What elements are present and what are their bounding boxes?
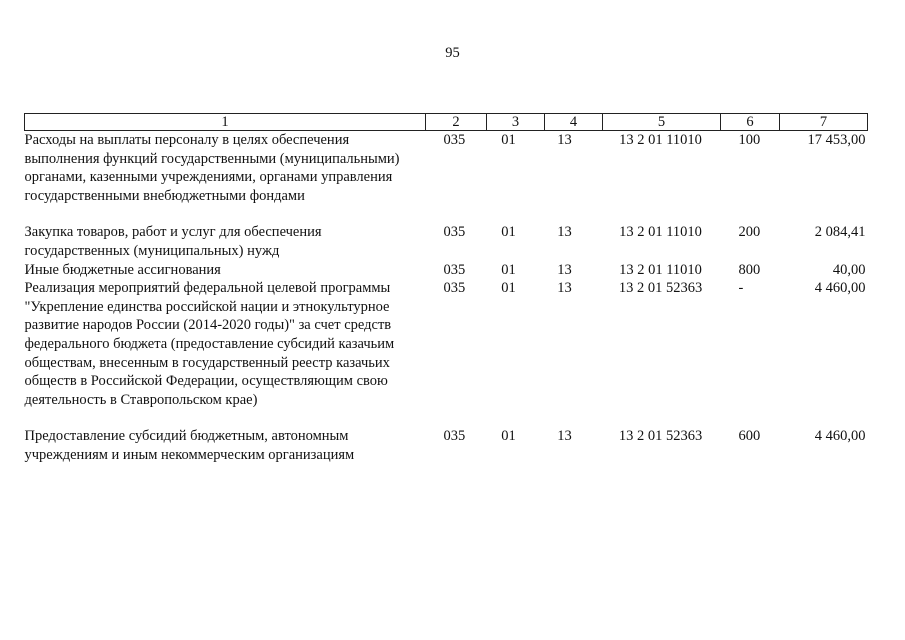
row-expense-type: 200 bbox=[738, 224, 761, 241]
header-col-7: 7 bbox=[780, 114, 868, 131]
row-section: 01 bbox=[501, 224, 516, 241]
row-target-article: 13 2 01 52363 bbox=[618, 428, 703, 445]
row-ministry-code: 035 bbox=[443, 132, 466, 148]
row-expense-type: 800 bbox=[738, 261, 761, 278]
table-row bbox=[25, 279, 868, 409]
row-section: 01 bbox=[501, 132, 516, 148]
row-ministry-code: 035 bbox=[443, 261, 466, 278]
row-ministry-code: 035 bbox=[443, 280, 466, 297]
table-row bbox=[25, 427, 868, 464]
header-col-5: 5 bbox=[603, 114, 721, 131]
row-subsection: 13 bbox=[557, 132, 572, 148]
row-target-article: 13 2 01 52363 bbox=[618, 280, 703, 297]
row-name: Расходы на выплаты персоналу в целях обеспечения выполнения функций государственными (муниципальными) органами, казенными учреждениями, органами управления государственными внебюджетными фондами bbox=[24, 132, 400, 204]
row-subsection: 13 bbox=[557, 224, 572, 241]
header-row bbox=[25, 114, 868, 131]
row-amount: 4 460,00 bbox=[814, 428, 866, 445]
row-target-article: 13 2 01 11010 bbox=[619, 224, 702, 241]
page-number: 95 bbox=[445, 45, 460, 61]
row-amount: 40,00 bbox=[832, 261, 866, 278]
row-name: Предоставление субсидий бюджетным, автономным учреждениям и иным некоммерческим организациям bbox=[24, 428, 355, 463]
header-col-4: 4 bbox=[545, 114, 603, 131]
header-col-3: 3 bbox=[487, 114, 545, 131]
row-name: Иные бюджетные ассигнования bbox=[24, 261, 221, 278]
row-ministry-code: 035 bbox=[443, 428, 466, 445]
row-subsection: 13 bbox=[557, 261, 572, 278]
row-spacer bbox=[25, 205, 868, 223]
row-amount: 2 084,41 bbox=[814, 224, 866, 241]
table-row bbox=[25, 261, 868, 280]
table-row bbox=[25, 223, 868, 260]
row-name: Закупка товаров, работ и услуг для обеспечения государственных (муниципальных) нужд bbox=[24, 224, 322, 259]
table-row bbox=[25, 131, 868, 206]
header-col-1: 1 bbox=[25, 114, 426, 131]
row-section: 01 bbox=[501, 428, 516, 445]
row-name: Реализация мероприятий федеральной целевой программы "Укрепление единства российской нации и этнокультурное развитие народов России (2014-2020 годы)" за счет средств федерального бюджета (предоставление субсидий казачьим обществам, внесенным в государственный реестр казачьих обществ в Российской Федерации, осуществляющим свою деятельность в Ставропольском крае) bbox=[24, 280, 395, 408]
row-amount: 17 453,00 bbox=[807, 132, 866, 148]
row-target-article: 13 2 01 11010 bbox=[619, 261, 702, 278]
row-subsection: 13 bbox=[557, 280, 572, 297]
row-ministry-code: 035 bbox=[443, 224, 466, 241]
row-subsection: 13 bbox=[557, 428, 572, 445]
row-section: 01 bbox=[501, 261, 516, 278]
header-col-2: 2 bbox=[426, 114, 487, 131]
header-col-6: 6 bbox=[721, 114, 780, 131]
row-amount: 4 460,00 bbox=[814, 280, 866, 297]
budget-table bbox=[24, 113, 868, 465]
row-section: 01 bbox=[501, 280, 516, 297]
row-expense-type: 600 bbox=[738, 428, 761, 445]
row-expense-type: - bbox=[738, 280, 744, 297]
row-target-article: 13 2 01 11010 bbox=[619, 132, 702, 148]
row-spacer bbox=[25, 409, 868, 427]
row-expense-type: 100 bbox=[738, 132, 761, 148]
